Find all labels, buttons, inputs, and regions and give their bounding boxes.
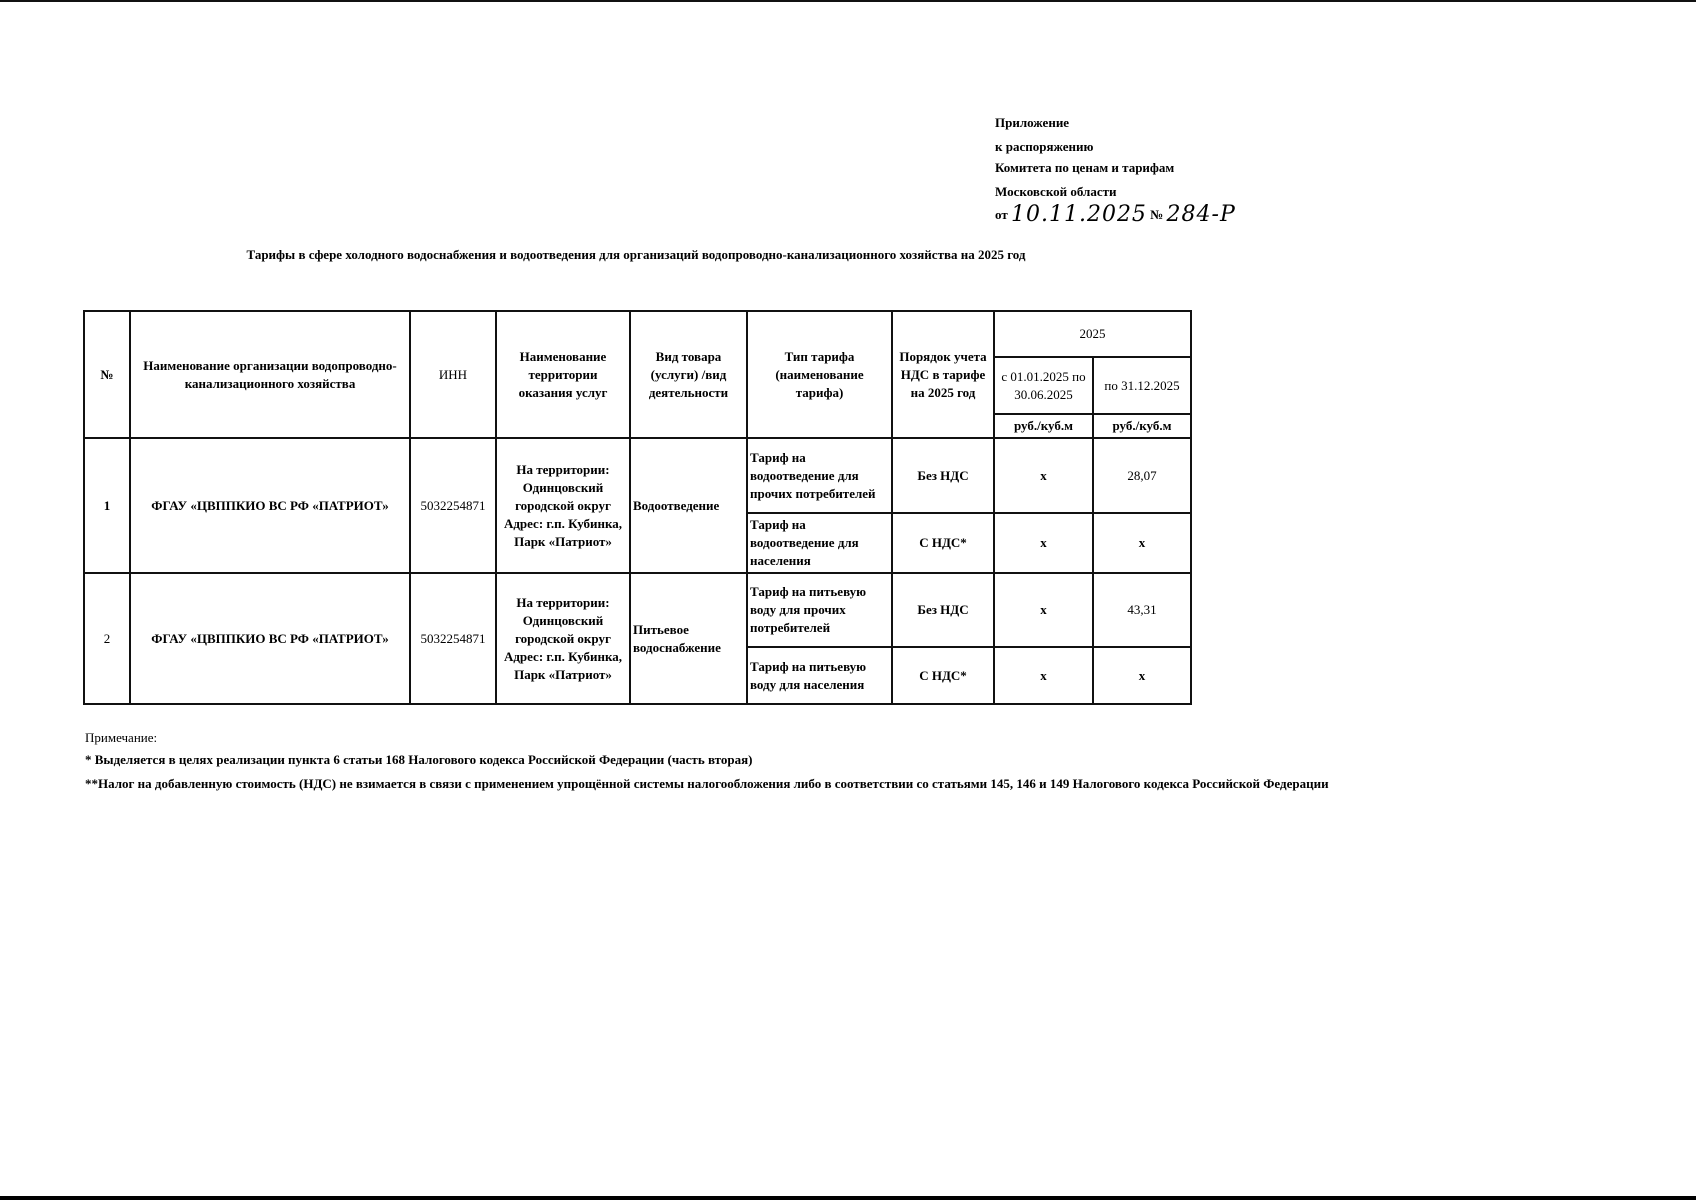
document-title: Тарифы в сфере холодного водоснабжения и водоотведения для организаций водопроводно-канализационного хозяйства на 2025 год [246,247,1026,262]
notes-label: Примечание: [85,730,158,745]
appendix-line-3: Комитета по ценам и тарифам [995,160,1175,175]
handwritten-date: 10.11.2025 [1010,202,1147,227]
scan-bottom-border [0,1196,1696,1200]
handwritten-number: 284-Р [1166,202,1236,227]
table-row [84,573,1191,647]
appendix-line-2: к распоряжению [995,139,1094,154]
header-unit-1: руб./куб.м [994,414,1093,438]
note-vat-allocated: * Выделяется в целях реализации пункта 6 статьи 168 Налогового кодекса Российской Федерации (часть вторая) [85,752,753,767]
row-kind: Питьевое водоснабжение [630,573,747,704]
header-territory: Наименование территории оказания услуг [496,311,630,438]
row-tariff-type: Тариф на питьевую воду для населения [747,647,892,704]
appendix-line-4: Московской области [995,184,1117,199]
tariffs-table [83,310,1192,705]
row-price-period-2: х [1093,513,1191,573]
row-num: 2 [84,573,130,704]
row-territory: На территории: Одинцовский городской округ Адрес: г.п. Кубинка, Парк «Патриот» [496,438,630,573]
row-price-period-1: х [994,513,1093,573]
row-tariff-type: Тариф на питьевую воду для прочих потребителей [747,573,892,647]
appendix-block [995,112,1236,232]
row-vat: С НДС* [892,513,994,573]
header-period-1: с 01.01.2025 по 30.06.2025 [994,357,1093,414]
row-price-period-2: 43,31 [1093,573,1191,647]
row-org: ФГАУ «ЦВППКИО ВС РФ «ПАТРИОТ» [130,438,410,573]
row-inn: 5032254871 [410,438,496,573]
row-territory: На территории: Одинцовский городской округ Адрес: г.п. Кубинка, Парк «Патриот» [496,573,630,704]
scan-top-border [0,0,1696,2]
date-prefix: от [995,207,1008,222]
decree-date-number [995,202,1236,232]
header-unit-2: руб./куб.м [1093,414,1191,438]
header-year: 2025 [994,311,1191,357]
note-vat-exempt: **Налог на добавленную стоимость (НДС) не взимается в связи с применением упрощённой системы налогообложения либо в соответствии со статьями 145, 146 и 149 Налогового кодекса Российской Федерации [85,776,1329,791]
row-tariff-type: Тариф на водоотведение для населения [747,513,892,573]
row-vat: Без НДС [892,438,994,513]
row-inn: 5032254871 [410,573,496,704]
row-price-period-2: 28,07 [1093,438,1191,513]
header-tariff-type: Тип тарифа (наименование тарифа) [747,311,892,438]
header-inn: ИНН [410,311,496,438]
appendix-line-1: Приложение [995,115,1070,130]
row-price-period-1: х [994,438,1093,513]
row-vat: Без НДС [892,573,994,647]
row-price-period-2: х [1093,647,1191,704]
row-price-period-1: х [994,573,1093,647]
number-prefix: № [1150,207,1164,222]
table-row [84,438,1191,513]
row-price-period-1: х [994,647,1093,704]
row-num: 1 [84,438,130,573]
header-kind: Вид товара (услуги) /вид деятельности [630,311,747,438]
row-kind: Водоотведение [630,438,747,573]
row-tariff-type: Тариф на водоотведение для прочих потребителей [747,438,892,513]
header-vat: Порядок учета НДС в тарифе на 2025 год [892,311,994,438]
header-period-2: по 31.12.2025 [1093,357,1191,414]
header-num: № [84,311,130,438]
row-vat: С НДС* [892,647,994,704]
header-org: Наименование организации водопроводно-канализационного хозяйства [130,311,410,438]
row-org: ФГАУ «ЦВППКИО ВС РФ «ПАТРИОТ» [130,573,410,704]
